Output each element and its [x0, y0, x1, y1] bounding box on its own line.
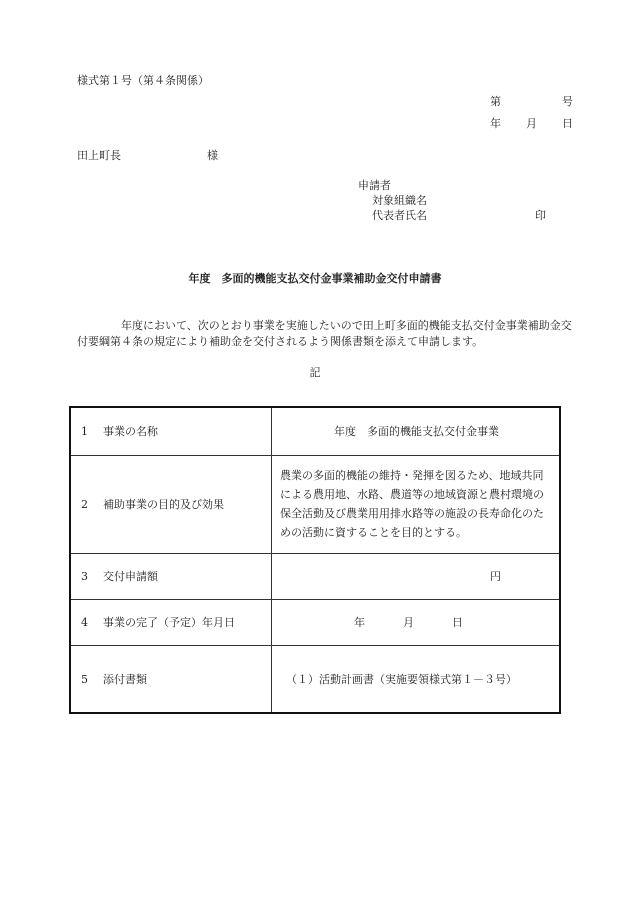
row-number: 4	[81, 616, 88, 629]
representative-label: 代表者氏名	[372, 209, 427, 222]
row-number: 2	[81, 498, 88, 511]
form-number: 様式第１号（第４条関係）	[77, 74, 209, 87]
row-label-cell	[70, 599, 272, 645]
date-month-label: 月	[526, 117, 537, 130]
row-number: 3	[81, 570, 88, 583]
seal-label: 印	[535, 209, 546, 222]
row-value-cell	[272, 599, 561, 645]
applicant-label: 申請者	[358, 179, 391, 192]
row-label-cell	[70, 455, 272, 553]
ki-marker: 記	[309, 366, 321, 379]
addressee-name: 田上町長	[77, 149, 121, 162]
row-label-cell	[70, 407, 272, 455]
row-label-cell	[70, 645, 272, 713]
doc-number-suffix: 号	[562, 95, 573, 108]
date-day-label: 日	[562, 117, 573, 130]
table-row	[70, 645, 560, 713]
row-label: 添付書類	[103, 672, 147, 686]
row-label: 補助事業の目的及び効果	[103, 498, 224, 511]
organization-label: 対象組織名	[372, 194, 427, 207]
application-items-table	[69, 406, 561, 714]
completion-year-label: 年	[354, 616, 365, 629]
completion-day-label: 日	[452, 616, 463, 629]
row-number: 1	[81, 425, 88, 439]
row-number: 5	[81, 672, 88, 686]
row-value-cell	[272, 455, 561, 553]
row-value-cell	[272, 553, 561, 599]
row-value-cell	[272, 407, 561, 455]
project-name-value: 年度 多面的機能支払交付金事業	[334, 425, 499, 439]
table-row	[70, 455, 560, 553]
row-value-cell	[272, 645, 561, 713]
attachment-value: （１）活動計画書（実施要領様式第１－３号）	[286, 672, 517, 686]
row-label: 事業の完了（予定）年月日	[103, 616, 235, 629]
table-row	[70, 407, 560, 455]
date-year-label: 年	[490, 117, 501, 130]
row-label: 交付申請額	[103, 570, 158, 583]
purpose-value: 農業の多面的機能の維持・発揮を図るため、地域共同による農用地、水路、農道等の地域資源と農村環境の保全活動及び農業用用排水路等の施設の長寿命化のための活動に資することを目的とする。	[280, 469, 544, 539]
table-row	[70, 599, 560, 645]
doc-number-prefix: 第	[490, 95, 501, 108]
row-label-cell	[70, 553, 272, 599]
addressee-honorific: 様	[207, 149, 218, 162]
row-label: 事業の名称	[103, 425, 158, 439]
amount-unit: 円	[490, 570, 501, 583]
completion-month-label: 月	[403, 616, 414, 629]
table-row	[70, 553, 560, 599]
body-paragraph: 年度において、次のとおり事業を実施したいので田上町多面的機能支払交付金事業補助金交付要綱第４条の規定により補助金を交付されるよう関係書類を添えて申請します。	[77, 319, 572, 348]
document-title: 年度 多面的機能支払交付金事業補助金交付申請書	[188, 272, 442, 285]
